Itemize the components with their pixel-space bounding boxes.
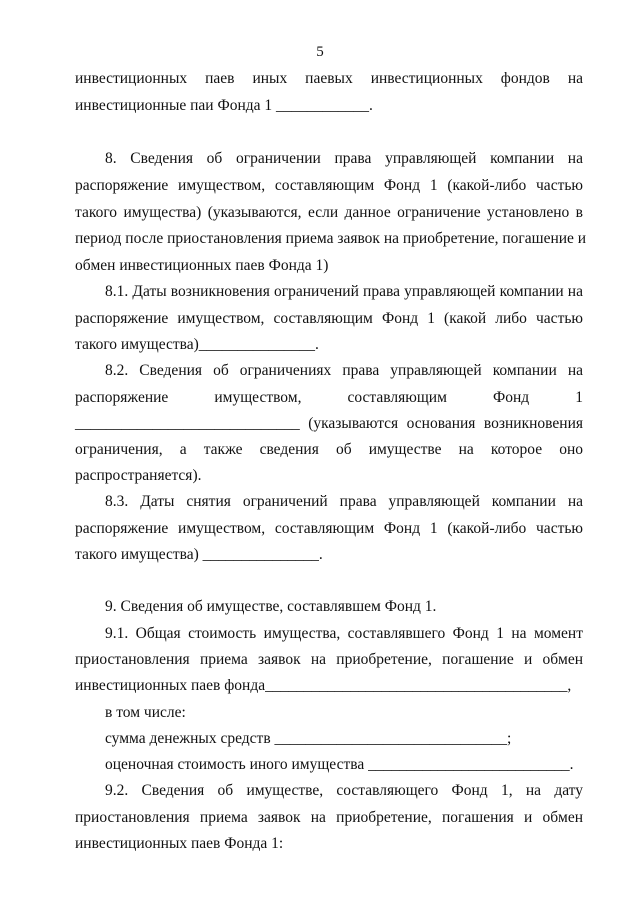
text-line: инвестиционные паи Фонда 1 ____________. (75, 97, 373, 114)
text-line: такого имущества)_______________. (75, 336, 319, 353)
text-line: инвестиционных паев фонда_______________________________________, (75, 677, 572, 694)
section-8-heading: 8. Сведения об ограничении права управляющей компании на (105, 150, 583, 167)
text-line: распоряжение имуществом, составляющим Фонд 1 (какой-либо частью (75, 520, 583, 537)
text-line: приостановления приема заявок на приобретение, погашения и обмен (75, 809, 583, 826)
text-line: распоряжение имуществом, составляющим Фонд 1 (какой либо частью (75, 310, 583, 327)
section-8-1: 8.1. Даты возникновения ограничений права управляющей компании на (105, 283, 583, 300)
text-line: период после приостановления приема заявок на приобретение, погашение и (75, 230, 587, 247)
text-line: такого имущества) _______________. (75, 546, 323, 563)
text-line: инвестиционных паев Фонда 1: (75, 835, 284, 852)
text-line: приостановления приема заявок на приобретение, погашение и обмен (75, 651, 583, 668)
text-line: распоряжение имуществом, составляющим Фонд 1 (75, 389, 583, 406)
section-9-2: 9.2. Сведения об имуществе, составляющего Фонд 1, на дату (105, 782, 583, 799)
text-line: ограничения, а также сведения об имуществе на которое оно (75, 441, 583, 458)
text-line: _____________________________ (указываются основания возникновения (75, 415, 583, 432)
text-line: такого имущества) (указываются, если данное ограничение установлено в (75, 204, 583, 221)
section-8-3: 8.3. Даты снятия ограничений права управляющей компании на (105, 493, 583, 510)
text-line: в том числе: (105, 704, 186, 721)
text-line: оценочная стоимость иного имущества __________________________. (105, 756, 574, 773)
text-line: сумма денежных средств ______________________________; (105, 730, 512, 747)
text-line: распоряжение имуществом, составляющим Фонд 1 (какой-либо частью (75, 177, 583, 194)
text-line: инвестиционных паев иных паевых инвестиционных фондов на (75, 70, 583, 87)
section-9-heading: 9. Сведения об имуществе, составлявшем Фонд 1. (105, 598, 437, 615)
section-9-1: 9.1. Общая стоимость имущества, составлявшего Фонд 1 на момент (105, 625, 583, 642)
section-8-2: 8.2. Сведения об ограничениях права управляющей компании на (105, 362, 583, 379)
page-number: 5 (316, 44, 324, 60)
text-line: обмен инвестиционных паев Фонда 1) (75, 257, 329, 274)
text-line: распространяется). (75, 467, 202, 484)
